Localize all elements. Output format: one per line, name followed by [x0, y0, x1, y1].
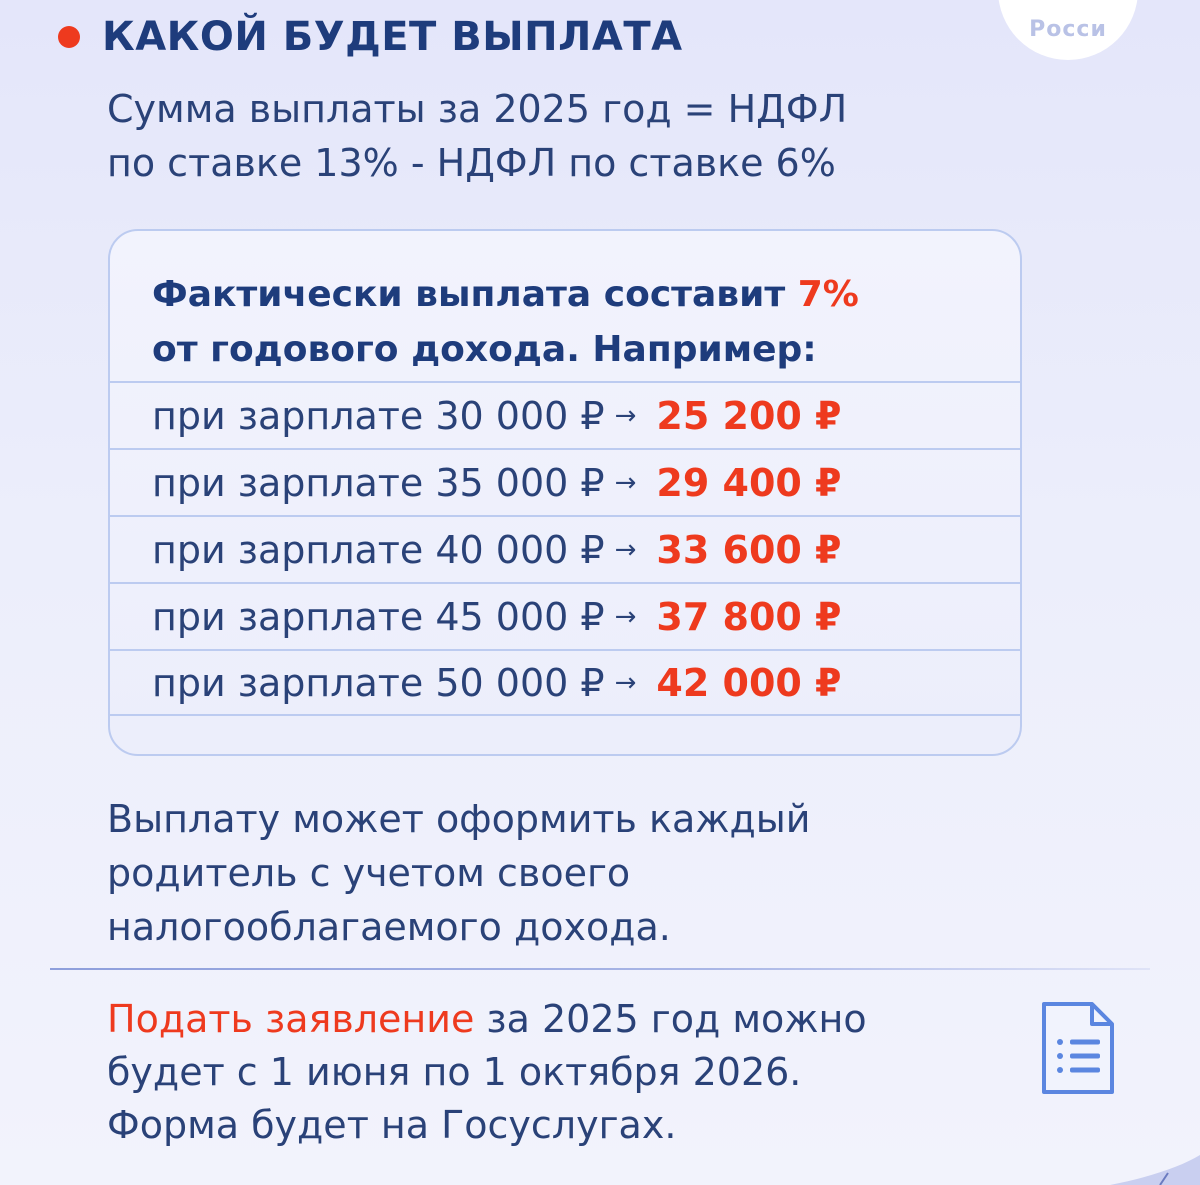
apply-line-1: за 2025 год можно	[474, 997, 867, 1041]
row-value: 42 000 ₽	[656, 660, 842, 705]
card-title-part-1: Фактически выплата составит	[152, 274, 798, 315]
apply-line-2: будет с 1 июня по 1 октября 2026.	[107, 1050, 802, 1094]
table-row	[110, 649, 1020, 716]
row-value: 37 800 ₽	[656, 594, 842, 639]
divider	[50, 968, 1150, 970]
arrow-right-icon: →	[614, 400, 637, 431]
row-value: 29 400 ₽	[656, 460, 842, 505]
info-line-2: родитель с учетом своего	[107, 851, 631, 895]
corner-decoration	[1110, 1155, 1200, 1185]
formula-line-1: Сумма выплаты за 2025 год = НДФЛ	[107, 87, 848, 131]
row-value: 33 600 ₽	[656, 527, 842, 572]
table-row	[110, 582, 1020, 649]
corner-logo-circle	[998, 0, 1138, 60]
section-heading	[58, 14, 683, 60]
document-icon	[1040, 1000, 1116, 1096]
example-card	[108, 229, 1022, 756]
page-title: КАКОЙ БУДЕТ ВЫПЛАТА	[102, 14, 683, 60]
table-row	[110, 515, 1020, 582]
row-label: при зарплате 50 000 ₽	[152, 660, 605, 705]
card-title-accent: 7%	[797, 274, 859, 315]
arrow-right-icon: →	[614, 534, 637, 565]
apply-line-3: Форма будет на Госуслугах.	[107, 1103, 677, 1147]
info-line-3: налогооблагаемого дохода.	[107, 905, 671, 949]
card-title-part-2: от годового дохода. Например:	[152, 329, 817, 370]
formula-text	[107, 82, 1007, 190]
info-paragraph	[107, 792, 1007, 954]
apply-paragraph	[107, 993, 1007, 1152]
arrow-right-icon: →	[614, 467, 637, 498]
bullet-dot-icon	[58, 26, 80, 48]
row-label: при зарплате 35 000 ₽	[152, 460, 605, 505]
arrow-right-icon: →	[614, 601, 637, 632]
row-value: 25 200 ₽	[656, 393, 842, 438]
table-row	[110, 381, 1020, 448]
example-rows	[110, 381, 1020, 716]
row-label: при зарплате 45 000 ₽	[152, 594, 605, 639]
card-title	[152, 267, 1012, 377]
row-label: при зарплате 30 000 ₽	[152, 393, 605, 438]
info-line-1: Выплату может оформить каждый	[107, 797, 811, 841]
table-row	[110, 448, 1020, 515]
apply-highlight: Подать заявление	[107, 997, 475, 1041]
corner-logo-text: Росси	[1029, 17, 1107, 42]
row-label: при зарплате 40 000 ₽	[152, 527, 605, 572]
formula-line-2: по ставке 13% - НДФЛ по ставке 6%	[107, 141, 836, 185]
arrow-right-icon: →	[614, 667, 637, 698]
